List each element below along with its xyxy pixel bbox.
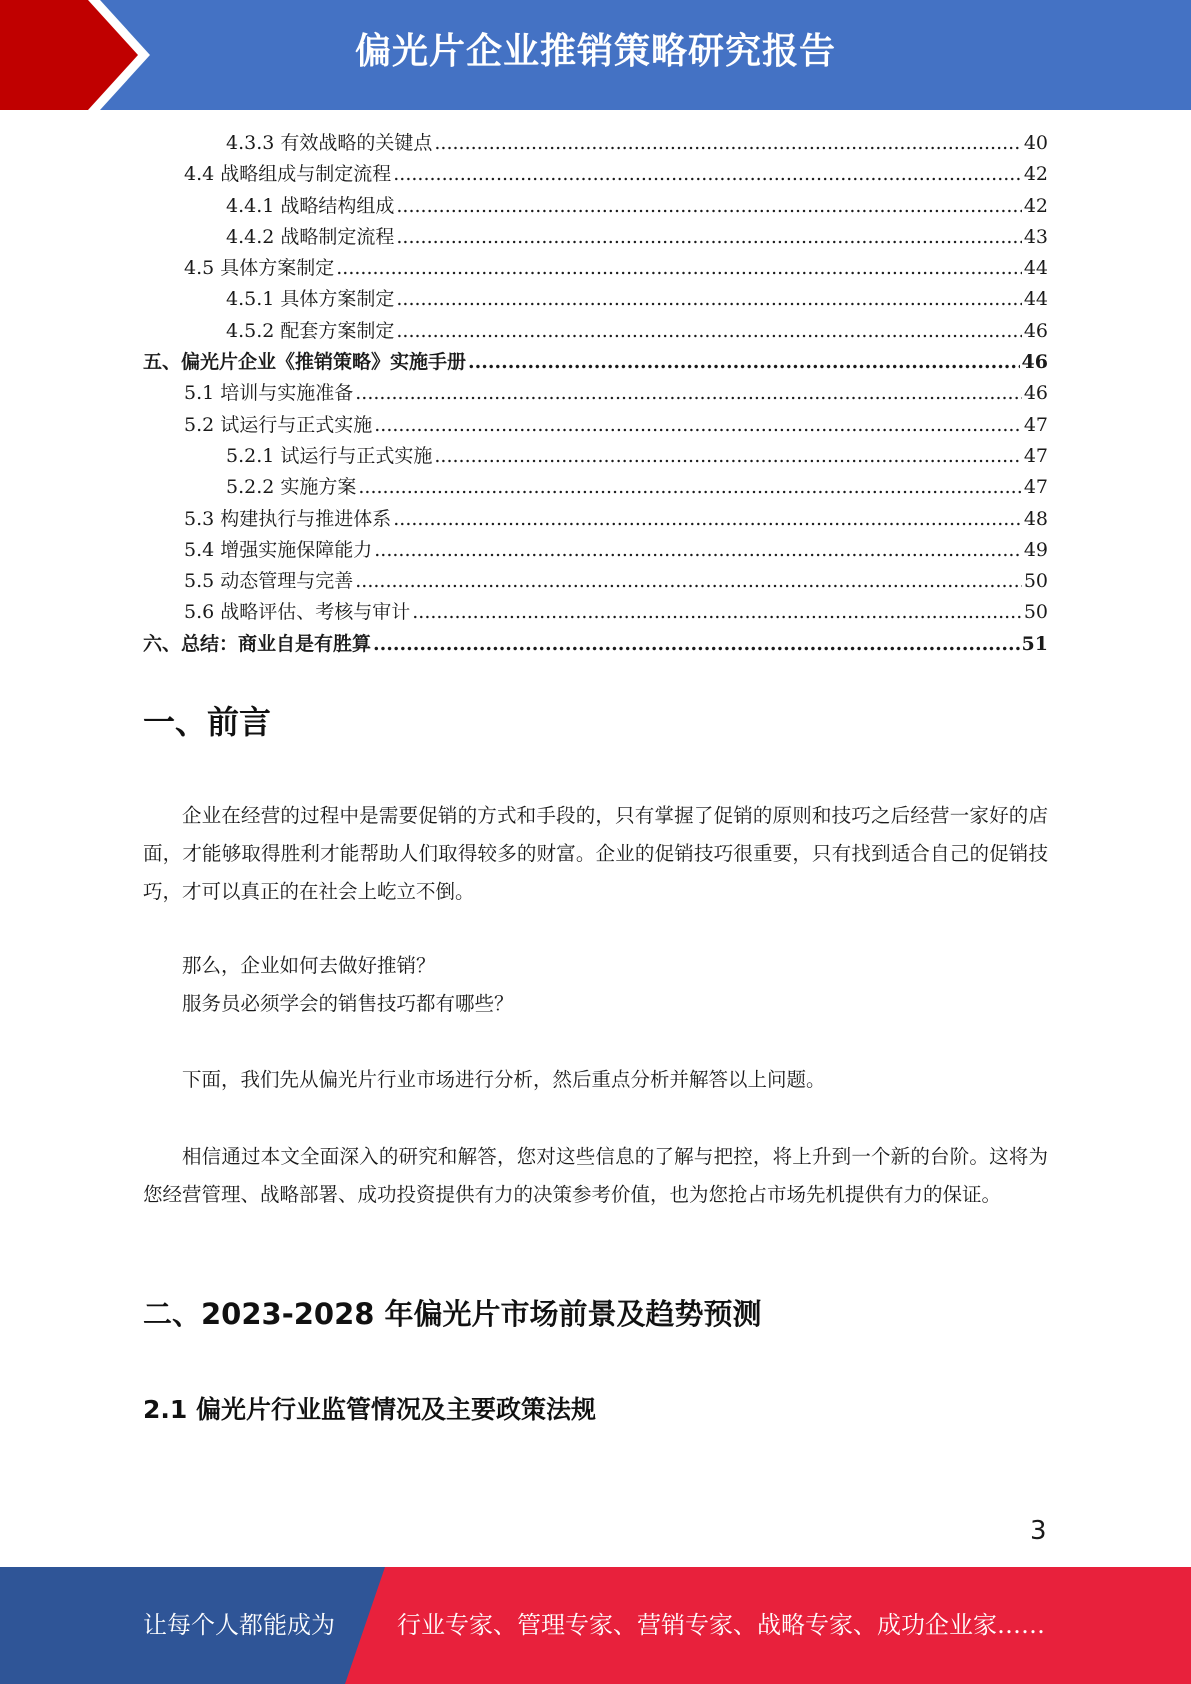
toc-entry[interactable] <box>143 629 1048 660</box>
toc-leader-dots <box>374 410 1022 441</box>
toc-entry-page: 47 <box>1023 413 1048 436</box>
toc-entry-title: 4.5.1 具体方案制定 <box>226 288 395 311</box>
toc-entry[interactable] <box>143 316 1048 347</box>
toc-entry[interactable] <box>143 566 1048 597</box>
toc-leader-dots <box>373 629 1020 660</box>
toc-leader-dots <box>355 378 1022 409</box>
toc-leader-dots <box>434 128 1021 159</box>
question-two: 服务员必须学会的销售技巧都有哪些？ <box>182 992 514 1015</box>
toc-entry-title: 4.5 具体方案制定 <box>184 257 335 280</box>
toc-leader-dots <box>396 284 1021 315</box>
toc-leader-dots <box>393 504 1022 535</box>
toc-leader-dots <box>468 347 1020 378</box>
toc-entry[interactable] <box>143 504 1048 535</box>
toc-entry-title: 4.5.2 配套方案制定 <box>226 319 395 342</box>
toc-entry[interactable] <box>143 284 1048 315</box>
toc-leader-dots <box>336 253 1022 284</box>
toc-entry-title: 5.5 动态管理与完善 <box>184 570 354 593</box>
preface-paragraph: 企业在经营的过程中是需要促销的方式和手段的，只有掌握了促销的原则和技巧之后经营一家好的店面，才能够取得胜利才能帮助人们取得较多的财富。企业的促销技巧很重要，只有找到适合自己的促销技巧，才可以真正的在社会上屹立不倒。 <box>143 804 1048 903</box>
toc-entry[interactable] <box>143 410 1048 441</box>
page-footer <box>0 1567 1191 1684</box>
toc-entry-page: 50 <box>1023 601 1048 624</box>
toc-entry-title: 5.2 试运行与正式实施 <box>184 413 373 436</box>
toc-entry-page: 46 <box>1021 351 1048 374</box>
section-heading-preface: 一、前言 <box>143 703 272 741</box>
toc-leader-dots <box>374 535 1022 566</box>
toc-leader-dots <box>355 566 1022 597</box>
toc-entry[interactable] <box>143 597 1048 628</box>
toc-entry-page: 42 <box>1023 163 1048 186</box>
toc-entry-page: 40 <box>1023 132 1048 154</box>
analysis-intro-paragraph: 下面，我们先从偏光片行业市场进行分析，然后重点分析并解答以上问题。 <box>182 1068 826 1091</box>
toc-entry[interactable] <box>143 347 1048 378</box>
toc-entry-page: 44 <box>1023 257 1048 280</box>
toc-entry[interactable] <box>143 472 1048 503</box>
toc-entry-title: 5.4 增强实施保障能力 <box>184 538 373 561</box>
toc-entry-page: 42 <box>1023 194 1048 217</box>
report-title: 偏光片企业推销策略研究报告 <box>354 31 836 72</box>
toc-entry-title: 4.4 战略组成与制定流程 <box>184 163 392 186</box>
toc-leader-dots <box>393 159 1022 190</box>
toc-entry-title: 五、偏光片企业《推销策略》实施手册 <box>143 351 467 374</box>
question-one: 那么，企业如何去做好推销？ <box>182 954 436 977</box>
toc-entry[interactable] <box>143 535 1048 566</box>
toc-entry[interactable] <box>143 253 1048 284</box>
toc-entry-page: 46 <box>1023 319 1048 342</box>
toc-leader-dots <box>434 441 1021 472</box>
footer-slogan-left: 让每个人都能成为 <box>143 1611 335 1639</box>
toc-entry-page: 51 <box>1021 632 1048 655</box>
table-of-contents <box>143 128 1048 660</box>
toc-leader-dots <box>396 191 1021 222</box>
toc-entry-title: 5.2.1 试运行与正式实施 <box>226 444 433 467</box>
toc-entry[interactable] <box>143 159 1048 190</box>
toc-leader-dots <box>396 222 1021 253</box>
toc-entry-page: 48 <box>1023 507 1048 530</box>
toc-entry-page: 50 <box>1023 570 1048 593</box>
toc-entry[interactable] <box>143 441 1048 472</box>
toc-entry-title: 5.3 构建执行与推进体系 <box>184 507 392 530</box>
toc-entry-page: 47 <box>1023 476 1048 499</box>
toc-entry-title: 4.4.2 战略制定流程 <box>226 225 395 248</box>
toc-entry-title: 4.4.1 战略结构组成 <box>226 194 395 217</box>
toc-entry-title: 5.6 战略评估、考核与审计 <box>184 601 411 624</box>
toc-entry-title: 5.1 培训与实施准备 <box>184 382 354 405</box>
toc-entry[interactable] <box>143 222 1048 253</box>
toc-entry-page: 46 <box>1023 382 1048 405</box>
toc-entry[interactable] <box>143 378 1048 409</box>
toc-leader-dots <box>396 316 1021 347</box>
toc-entry-title: 4.3.3 有效战略的关键点 <box>226 132 433 154</box>
section-heading-market-outlook: 二、2023-2028 年偏光片市场前景及趋势预测 <box>143 1297 762 1331</box>
toc-entry-page: 43 <box>1023 225 1048 248</box>
page-number: 3 <box>1030 1516 1047 1546</box>
toc-entry-title: 六、总结：商业自是有胜算 <box>143 632 372 655</box>
toc-entry[interactable] <box>143 191 1048 222</box>
toc-entry-page: 47 <box>1023 444 1048 467</box>
footer-slogan-right: 行业专家、管理专家、营销专家、战略专家、成功企业家…… <box>397 1611 1045 1639</box>
page-header <box>0 0 1191 110</box>
toc-entry[interactable] <box>143 128 1048 159</box>
toc-leader-dots <box>412 597 1022 628</box>
toc-entry-page: 44 <box>1023 288 1048 311</box>
toc-leader-dots <box>358 472 1021 503</box>
subsection-heading-regulation: 2.1 偏光片行业监管情况及主要政策法规 <box>143 1395 596 1424</box>
toc-entry-page: 49 <box>1023 538 1048 561</box>
toc-entry-title: 5.2.2 实施方案 <box>226 476 357 499</box>
closing-paragraph: 相信通过本文全面深入的研究和解答，您对这些信息的了解与把控，将上升到一个新的台阶。这将为您经营管理、战略部署、成功投资提供有力的决策参考价值，也为您抢占市场先机提供有力的保证。 <box>143 1145 1048 1206</box>
